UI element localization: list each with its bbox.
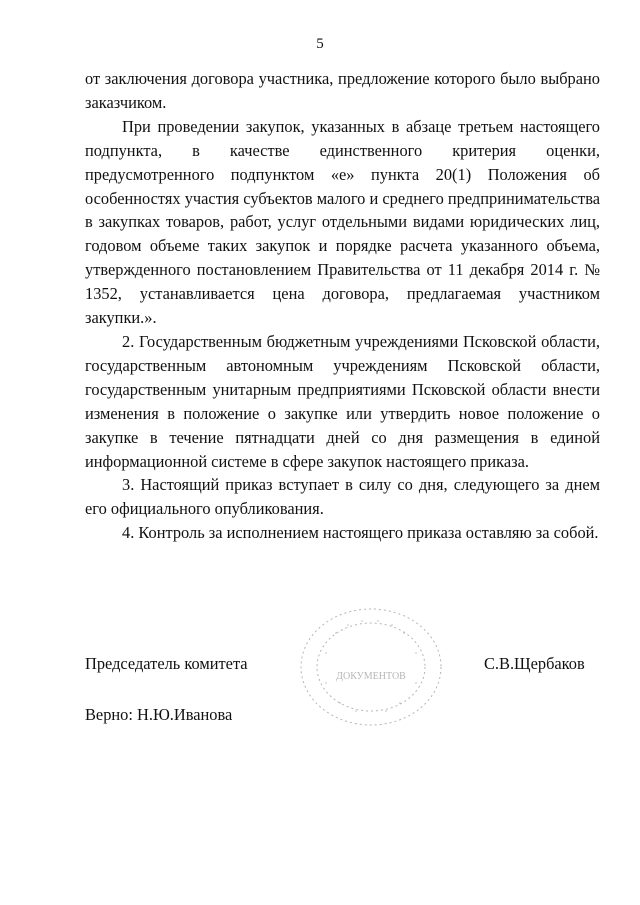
paragraph-item-3: 3. Настоящий приказ вступает в силу со дня, следующего за днем его официального опубликования. (85, 475, 600, 519)
stamp-text: ДОКУМЕНТОВ (336, 671, 406, 682)
paragraph-item-2: 2. Государственным бюджетным учреждениями Псковской области, государственным автономным учреждениям Псковской области, государственным унитарным предприятиями Псковской области внести изменения в положение о закупке или утвердить новое положение о закупке в течение пятнадцати дней со дня размещения в единой информационной системе в сфере закупок настоящего приказа. (85, 331, 600, 471)
document-body (85, 67, 600, 545)
paragraph-item-4: 4. Контроль за исполнением настоящего приказа оставляю за собой. (122, 523, 599, 543)
verification-line: Верно: Н.Ю.Иванова (85, 705, 233, 724)
signatory-title: Председатель комитета (85, 654, 248, 673)
paragraph-evaluation-criterion: При проведении закупок, указанных в абзаце третьем настоящего подпункта, в качестве единственного критерия оценки, предусмотренного подпунктом «е» пункта 20(1) Положения об особенностях участия субъектов малого и среднего предпринимательства в закупках товаров, работ, услуг отдельными видами юридических лиц, годовом объеме таких закупок и порядке расчета указанного объема, утвержденного постановлением Правительства от 11 декабря 2014 г. № 1352, устанавливается цена договора, предлагаемая участником закупки.». (85, 116, 600, 328)
official-stamp-icon (296, 603, 446, 731)
signatory-name: С.В.Щербаков (484, 654, 585, 673)
paragraph-continuation: от заключения договора участника, предложение которого было выбрано заказчиком. (85, 69, 600, 112)
page-number: 5 (316, 36, 324, 52)
